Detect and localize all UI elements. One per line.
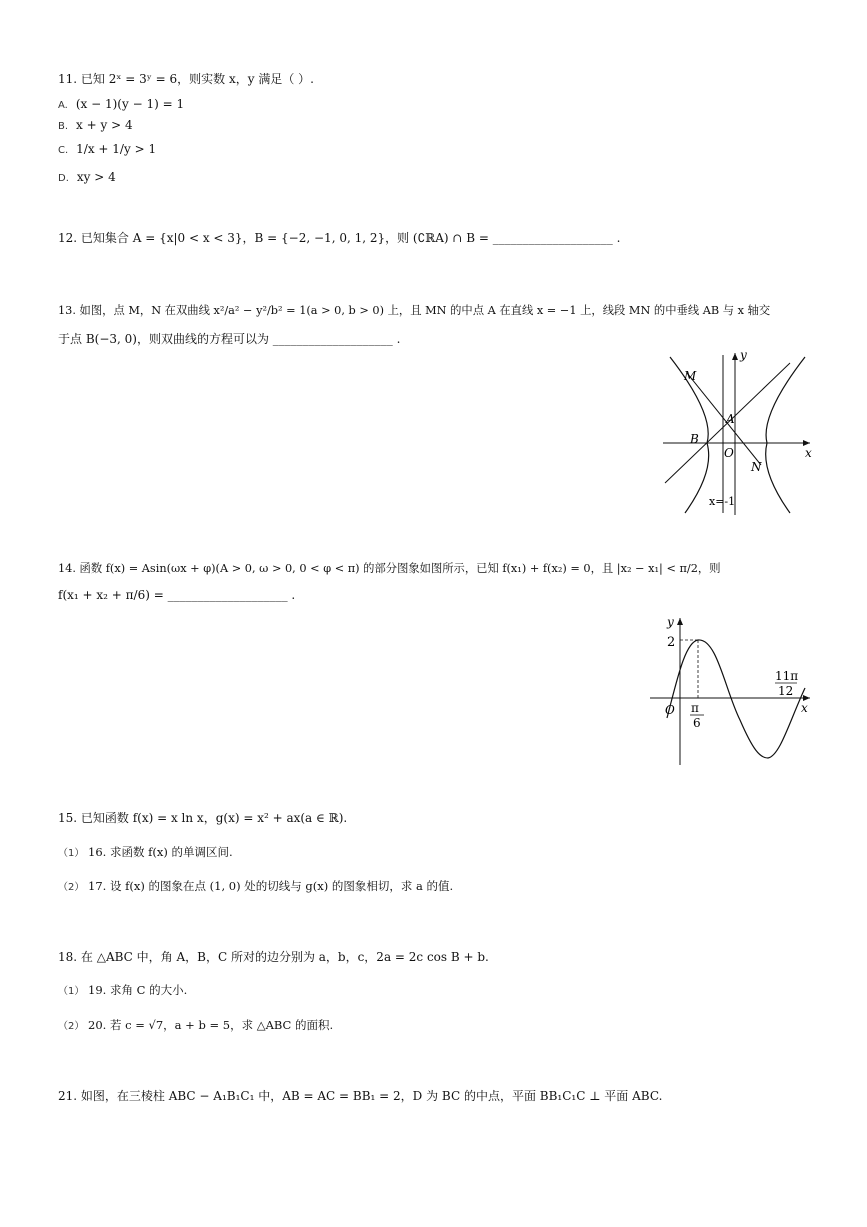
q11-stem: 11. 已知 2ˣ = 3ʸ = 6，则实数 x，y 满足（ ）. bbox=[58, 72, 314, 86]
q14-line2: f(x₁ + x₂ + π/6) = ____________________ . bbox=[58, 588, 296, 602]
hyperbola-figure bbox=[655, 345, 820, 520]
q13-line2: 于点 B(−3, 0)，则双曲线的方程可以为 ____________________ . bbox=[58, 332, 401, 346]
fig13-xline-label: x=-1 bbox=[709, 495, 736, 508]
q18-sub-2 bbox=[58, 1017, 333, 1033]
q11-option-d bbox=[58, 170, 116, 184]
y-axis-arrow bbox=[732, 353, 738, 360]
sub-text: 20. 若 c = √7，a + b = 5，求 △ABC 的面积. bbox=[88, 1018, 334, 1032]
option-text: x + y > 4 bbox=[76, 118, 133, 132]
q12-stem: 12. 已知集合 A = {x|0 < x < 3}，B = {−2, −1, 0, 1, 2}，则 (∁ℝA) ∩ B = ____________________ . bbox=[58, 231, 621, 245]
q11-option-b bbox=[58, 118, 133, 132]
sub-text: 19. 求角 C 的大小. bbox=[88, 983, 188, 997]
option-label: C. bbox=[58, 145, 69, 156]
sine-figure bbox=[645, 610, 815, 770]
fig14-eleven-den: 12 bbox=[778, 684, 794, 698]
fig14-x-label: x bbox=[801, 701, 808, 715]
option-label: D. bbox=[58, 173, 69, 184]
fig13-b-label: B bbox=[690, 432, 699, 446]
q18-sub-1 bbox=[58, 982, 187, 998]
q14-line1: 14. 函数 f(x) = Asin(ωx + φ)(A > 0, ω > 0, 0 < φ < π) 的部分图象如图所示，已知 f(x₁) + f(x₂) = 0，且 |x₂ − x₁| < π/2，则 bbox=[58, 562, 721, 575]
fig14-y-label: y bbox=[667, 615, 674, 629]
q15-sub-2 bbox=[58, 878, 453, 894]
fig13-a-label: A bbox=[726, 412, 735, 426]
q15-stem: 15. 已知函数 f(x) = x ln x，g(x) = x² + ax(a ∈ ℝ). bbox=[58, 811, 348, 825]
sub-number: （2） bbox=[58, 1021, 85, 1032]
q21-stem: 21. 如图，在三棱柱 ABC − A₁B₁C₁ 中，AB = AC = BB₁ = 2，D 为 BC 的中点，平面 BB₁C₁C ⊥ 平面 ABC. bbox=[58, 1089, 663, 1103]
fig13-m-label: M bbox=[684, 369, 697, 383]
q11-option-c bbox=[58, 142, 156, 156]
fig14-eleven-num: 11π bbox=[775, 669, 799, 683]
fig13-y-label: y bbox=[740, 348, 747, 362]
fig14-pi-den: 6 bbox=[693, 716, 701, 730]
q15-sub-1 bbox=[58, 844, 233, 860]
fig14-max-label: 2 bbox=[667, 635, 676, 650]
option-text: xy > 4 bbox=[76, 170, 116, 184]
sub-text: 16. 求函数 f(x) 的单调区间. bbox=[88, 845, 233, 859]
fig13-x-label: x bbox=[805, 446, 812, 460]
option-label: A. bbox=[58, 100, 68, 111]
sub-text: 17. 设 f(x) 的图象在点 (1, 0) 处的切线与 g(x) 的图象相切，求 a 的值. bbox=[88, 879, 454, 893]
fig13-n-label: N bbox=[751, 460, 762, 474]
y-axis-arrow bbox=[677, 618, 683, 625]
fig14-o-label: O bbox=[665, 703, 675, 717]
q11-option-a bbox=[58, 97, 184, 111]
fig14-pi-num: π bbox=[691, 701, 699, 715]
q13-line1: 13. 如图，点 M，N 在双曲线 x²/a² − y²/b² = 1(a > 0, b > 0) 上，且 MN 的中点 A 在直线 x = −1 上，线段 MN 的中垂线 AB 与 x 轴交 bbox=[58, 304, 771, 317]
sine-curve bbox=[667, 640, 805, 758]
option-label: B. bbox=[58, 121, 69, 132]
q18-stem: 18. 在 △ABC 中，角 A，B，C 所对的边分别为 a，b，c，2a = 2c cos B + b. bbox=[58, 950, 489, 964]
option-text: 1/x + 1/y > 1 bbox=[76, 142, 157, 156]
fig13-o-label: O bbox=[724, 446, 734, 460]
sub-number: （1） bbox=[58, 848, 85, 859]
sub-number: （1） bbox=[58, 986, 85, 997]
sub-number: （2） bbox=[58, 882, 85, 893]
option-text: (x − 1)(y − 1) = 1 bbox=[75, 97, 185, 111]
